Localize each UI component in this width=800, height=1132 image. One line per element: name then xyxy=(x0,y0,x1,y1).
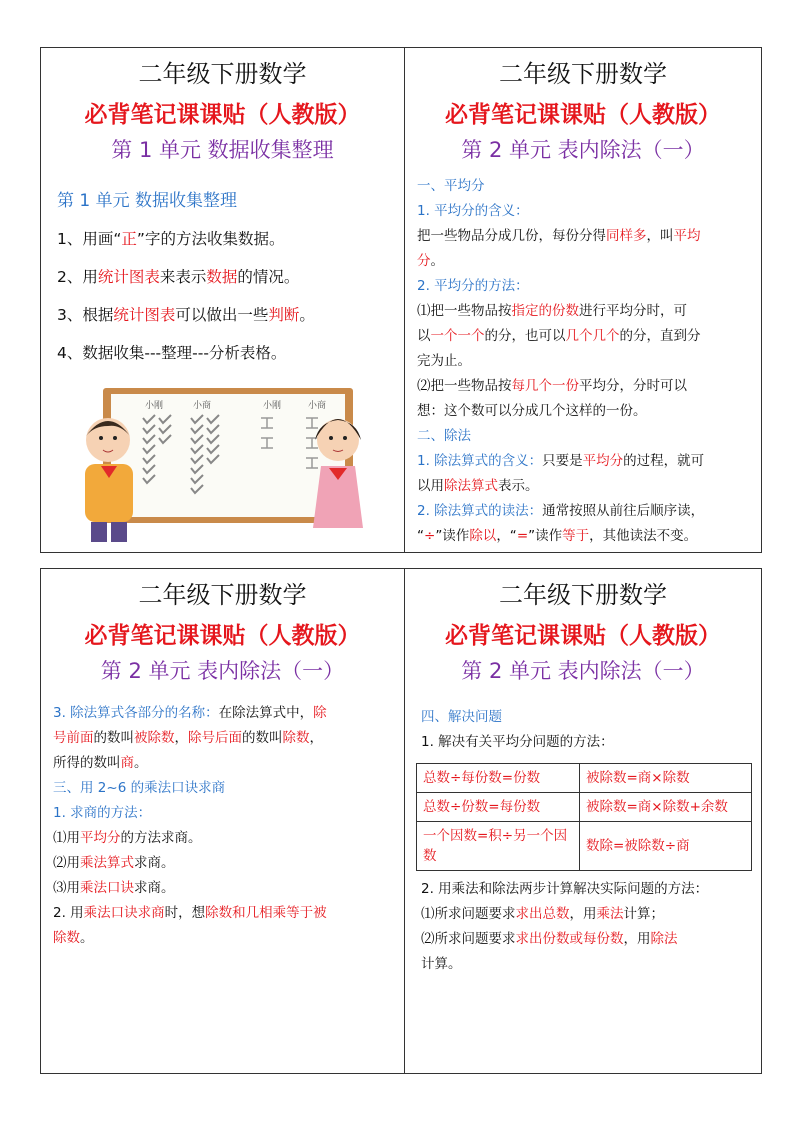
formula-table xyxy=(416,763,752,871)
section-heading: 四、解决问题 xyxy=(421,709,502,725)
note-card-unit-2a xyxy=(405,47,762,553)
method-item: ⑶用乘法口诀求商。 xyxy=(53,880,175,896)
paragraph: ⑵把一些物品按每几个一份平均分，分时可以 想：这个数可以分成几个这样的一份。 xyxy=(417,378,687,419)
paragraph: 把一些物品分成几份，每份分得同样多，叫平均 分。 xyxy=(417,228,701,269)
series-title: 必背笔记课课贴（人教版） xyxy=(445,623,721,649)
board-label: 小刚 xyxy=(263,401,282,411)
grade-title: 二年级下册数学 xyxy=(499,581,667,609)
note-card-unit-2c xyxy=(405,568,762,1074)
table-cell: 被除数=商×除数+余数 xyxy=(580,793,752,822)
paragraph: 3. 除法算式各部分的名称：在除法算式中，除 号前面的数叫被除数，除号后面的数叫除数， 所得的数叫商。 xyxy=(53,705,327,771)
card4-heading xyxy=(421,705,751,755)
note-card-unit-1 xyxy=(40,47,405,553)
section-heading: 第 1 单元 数据收集整理 xyxy=(57,191,238,211)
table-cell: 被除数=商×除数 xyxy=(580,764,752,793)
series-title: 必背笔记课课贴（人教版） xyxy=(445,102,721,128)
classroom-illustration xyxy=(63,378,383,548)
grade-title: 二年级下册数学 xyxy=(138,581,307,609)
table-cell: 一个因数=积÷另一个因数 xyxy=(417,822,580,871)
unit-title: 第 2 单元 表内除法（一） xyxy=(461,659,705,683)
paragraph: 2. 用乘法和除法两步计算解决实际问题的方法： xyxy=(421,881,709,897)
table-row xyxy=(417,822,752,871)
board-label: 小刚 xyxy=(145,401,164,411)
board-label: 小商 xyxy=(308,401,327,411)
method-item: ⑴用平均分的方法求商。 xyxy=(53,830,202,846)
subsection-heading: 1. 平均分的含义： xyxy=(417,203,529,219)
method-item: ⑵用乘法算式求商。 xyxy=(53,855,175,871)
section-heading: 一、平均分 xyxy=(417,178,485,194)
table-cell: 数除=被除数÷商 xyxy=(580,822,752,871)
unit-title: 第 2 单元 表内除法（一） xyxy=(461,138,705,162)
paragraph: 2. 除法算式的读法：通常按照从前往后顺序读， “÷”读作除以，“=”读作等于，其他读法不变。 xyxy=(417,503,705,544)
series-title: 必背笔记课课贴（人教版） xyxy=(84,623,361,649)
card2-body xyxy=(417,174,753,549)
grade-title: 二年级下册数学 xyxy=(138,60,307,88)
section-heading: 二、除法 xyxy=(417,428,471,444)
table-cell: 总数÷每份数=份数 xyxy=(417,764,580,793)
paragraph: ⑴把一些物品按指定的份数进行平均分时，可 以一个一个的分，也可以几个几个的分，直到分 完为止。 xyxy=(417,303,701,369)
unit-title: 第 2 单元 表内除法（一） xyxy=(100,659,345,683)
table-row xyxy=(417,764,752,793)
paragraph: ⑴所求问题要求求出总数，用乘法计算； xyxy=(421,906,664,922)
unit-title: 第 1 单元 数据收集整理 xyxy=(111,138,334,162)
subsection-heading: 1. 解决有关平均分问题的方法： xyxy=(421,734,614,750)
list-item: 3、根据统计图表可以做出一些判断。 xyxy=(57,306,315,324)
table-cell: 总数÷份数=每份数 xyxy=(417,793,580,822)
card1-body xyxy=(57,182,397,372)
subsection-heading: 1. 求商的方法： xyxy=(53,805,152,821)
paragraph: 2. 用乘法口诀求商时，想除数和几相乘等于被 除数。 xyxy=(53,905,327,946)
card3-body xyxy=(53,701,393,951)
girl-figure xyxy=(313,419,363,528)
paragraph: ⑵所求问题要求求出份数或每份数，用除法 计算。 xyxy=(421,931,678,972)
card4-body xyxy=(421,877,751,977)
board-surface xyxy=(111,394,345,517)
table-row xyxy=(417,793,752,822)
grade-title: 二年级下册数学 xyxy=(499,60,667,88)
list-item: 2、用统计图表来表示数据的情况。 xyxy=(57,268,300,286)
series-title: 必背笔记课课贴（人教版） xyxy=(84,102,361,128)
note-card-unit-2b xyxy=(40,568,405,1074)
subsection-heading: 2. 平均分的方法： xyxy=(417,278,529,294)
list-item: 1、用画“正”字的方法收集数据。 xyxy=(57,230,285,248)
section-heading: 三、用 2~6 的乘法口诀求商 xyxy=(53,780,226,796)
boy-figure xyxy=(85,418,133,542)
board-label: 小商 xyxy=(193,401,212,411)
paragraph: 1. 除法算式的含义：只要是平均分的过程，就可 以用除法算式表示。 xyxy=(417,453,705,494)
list-item: 4、数据收集---整理---分析表格。 xyxy=(57,344,287,362)
